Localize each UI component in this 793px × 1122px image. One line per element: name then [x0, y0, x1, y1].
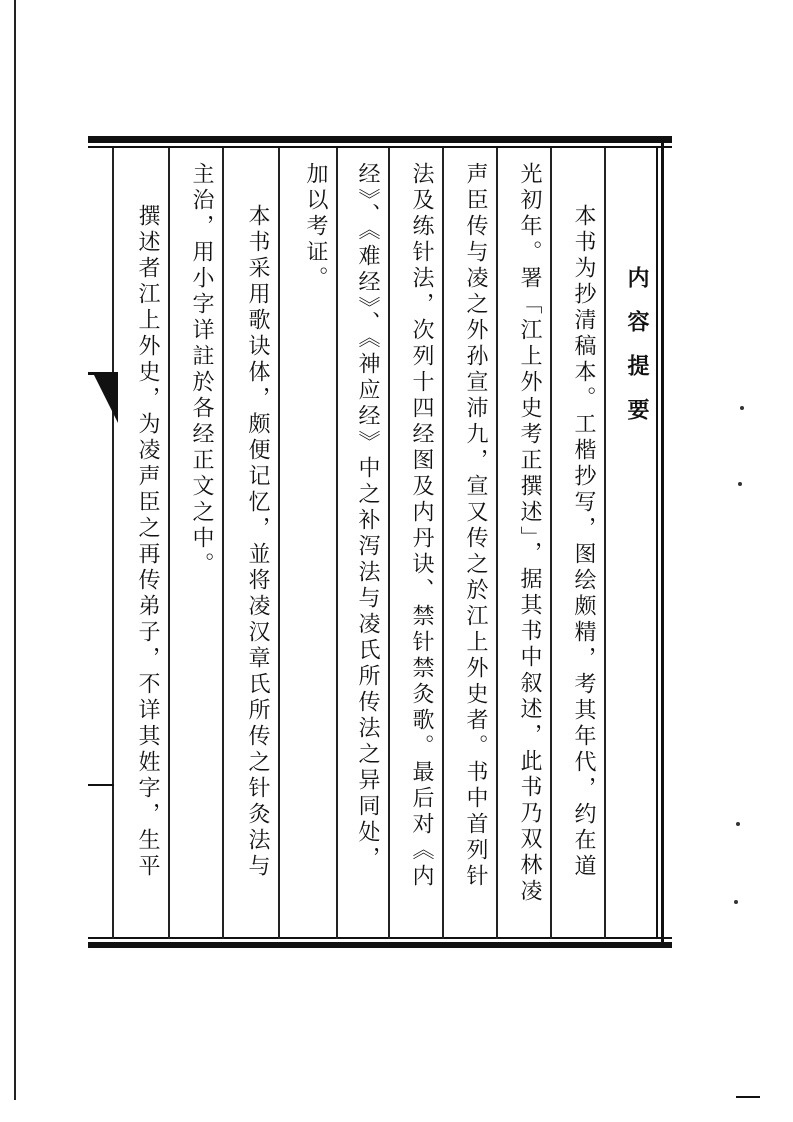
frame-right-border: [661, 136, 664, 948]
frame-bottom-border: [88, 942, 672, 948]
speck: [736, 822, 740, 826]
column-text: 法及练针法，次列十四经图及内丹诀、禁针禁灸歌。最后对《内: [409, 162, 434, 890]
column-text: 撰述者江上外史，为凌声臣之再传弟子，不详其姓字，生平: [135, 204, 160, 880]
column-text: 本书为抄清稿本。工楷抄写，图绘颇精，考其年代，约在道: [571, 204, 596, 880]
page-left-edge: [14, 0, 16, 1100]
column-text: 声臣传与凌之外孙宣沛九，宣又传之於江上外史者。书中首列针: [463, 162, 488, 890]
binding-fishtail-mark: [94, 375, 118, 423]
speck: [738, 482, 742, 486]
binding-mark-lower: [88, 784, 114, 786]
text-frame: [88, 136, 672, 948]
column-text: 经》、《难经》、《神应经》中之补泻法与凌氏所传法之异同处，: [355, 162, 380, 872]
text-column-8: [168, 148, 222, 939]
column-text: 本书采用歌诀体，颇便记忆，並将凌汉章氏所传之针灸法与: [245, 204, 270, 880]
speck: [740, 406, 744, 410]
text-column-9: [112, 148, 168, 939]
column-text: 光初年。署「江上外史考正撰述」，据其书中叙述，此书乃双林凌: [517, 162, 542, 905]
text-column-2: [496, 148, 550, 939]
column-text: 主治，用小字详註於各经正文之中。: [189, 162, 214, 578]
text-column-3: [442, 148, 496, 939]
column-text: 加以考证。: [303, 162, 328, 292]
text-column-5: [336, 148, 388, 939]
text-column-7: [222, 148, 278, 939]
section-title: 内容提要: [624, 266, 650, 442]
text-column-1: [550, 148, 604, 939]
text-column-4: [388, 148, 442, 939]
frame-top-border: [88, 136, 672, 143]
speck: [734, 900, 738, 904]
text-column-6: [278, 148, 336, 939]
bottom-right-mark: [736, 1096, 760, 1098]
title-column: [604, 148, 658, 939]
